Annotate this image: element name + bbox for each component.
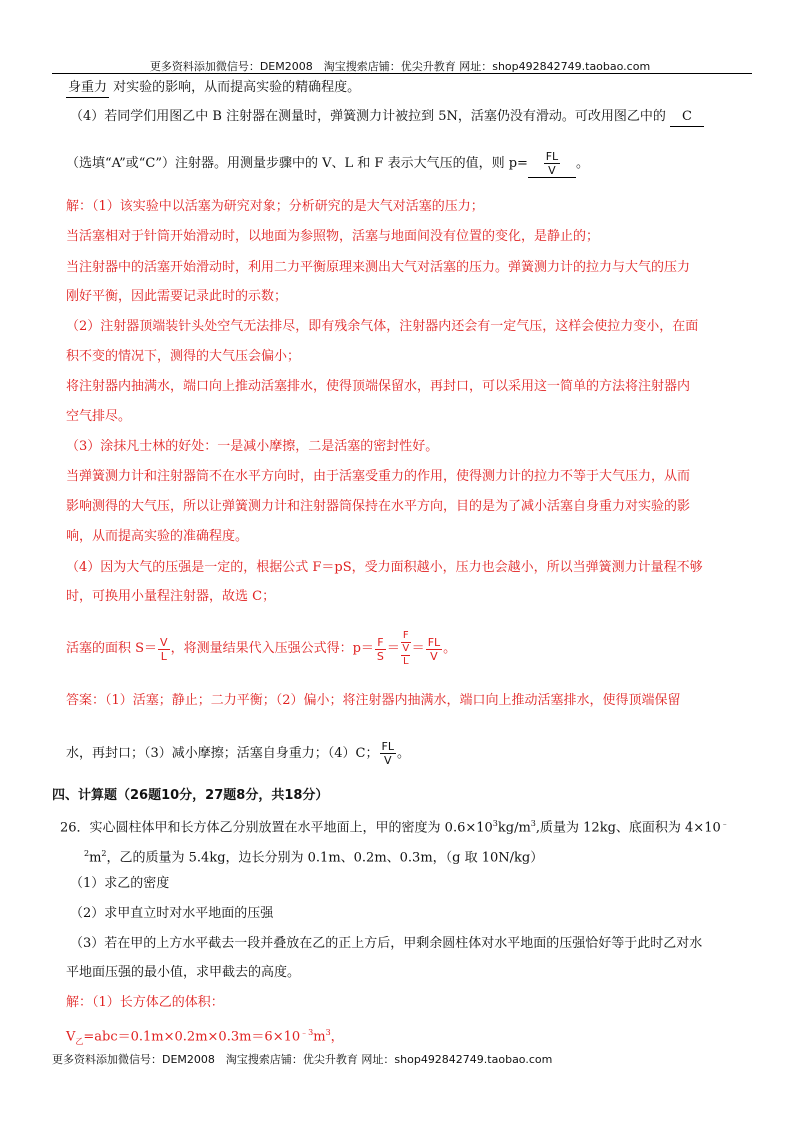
superscript: ﹣3	[300, 1028, 314, 1037]
subscript: 乙	[75, 1036, 84, 1046]
equals-sign: ＝	[411, 641, 425, 656]
solution-line-14: 时，可换用小量程注射器，故选 C；	[66, 589, 276, 604]
fraction-numerator: FL	[381, 740, 394, 753]
question-4-line2	[66, 150, 589, 178]
q26-solution-1: 解：（1）长方体乙的体积：	[66, 995, 224, 1010]
solution-line-10: 当弹簧测力计和注射器筒不在水平方向时，由于活塞受重力的作用，使得测力计的拉力不等于大气压力，从而	[66, 469, 691, 484]
nested-fraction	[401, 643, 410, 668]
answer-text-2: 水，再封口；（3）减小摩擦；活塞自身重力；（4）C；	[66, 745, 379, 761]
solution-line-9: （3）涂抹凡士林的好处：一是减小摩擦，二是活塞的密封性好。	[66, 439, 439, 454]
q26-line-1	[60, 815, 729, 837]
period: 。	[575, 156, 589, 171]
period: 。	[443, 641, 457, 656]
pressure-fraction-3	[426, 636, 442, 663]
nested-denominator: L	[402, 656, 409, 667]
header-divider	[52, 73, 752, 74]
solution-line-6: 积不变的情况下，测得的大气压会偏小；	[66, 349, 301, 364]
formula-text-area: 活塞的面积 S＝	[66, 641, 158, 656]
fraction-numerator: F	[377, 635, 384, 649]
solution-line-7: 将注射器内抽满水，端口向上推动活塞排水，使得顶端保留水，再封口，可以采用这一简单的方法将注射器内	[66, 379, 691, 394]
q26-part-1: （1）求乙的密度	[70, 876, 170, 891]
question-4-line2-text: （选填“A”或“C”）注射器。用测量步骤中的 V、L 和 F 表示大气压的值，则 p=	[66, 156, 528, 171]
solution-line-3: 当注射器中的活塞开始滑动时，利用二力平衡原理来测出大气对活塞的压力。弹簧测力计的拉力与大气的压力	[66, 260, 691, 275]
formula-text-pressure: ，将测量结果代入压强公式得：p＝	[170, 641, 374, 656]
solution-line-2: 当活塞相对于针筒开始滑动时，以地面为参照物，活塞与地面间没有位置的变化，是静止的；	[66, 229, 600, 244]
area-fraction	[158, 636, 170, 663]
q26-text-1: 26．实心圆柱体甲和长方体乙分别放置在水平地面上，甲的密度为 0.6×10	[60, 820, 493, 836]
period: 。	[396, 745, 410, 761]
fraction-denominator: V	[548, 164, 556, 177]
question-4-line1	[70, 108, 704, 127]
superscript: 3	[325, 1028, 331, 1037]
solution-line-1: 解：（1）该实验中以活塞为研究对象；分析研究的是大气对活塞的压力；	[66, 199, 484, 214]
solution-line-5: （2）注射器顶端装针头处空气无法排尽，即有残余气体，注射器内还会有一定气压，这样会使拉力变小，在面	[66, 319, 699, 334]
q26-line-2	[84, 845, 543, 867]
unit: m	[89, 850, 102, 866]
solution-line-12: 响，从而提高实验的准确程度。	[66, 529, 249, 544]
superscript: 3	[530, 819, 536, 828]
blank-formula	[528, 150, 576, 178]
q26-solution-2	[66, 1024, 344, 1051]
solution-line-13: （4）因为大气的压强是一定的，根据公式 F＝pS，受力面积越小，压力也会越小，所以当弹簧测力计量程不够	[66, 560, 703, 575]
question-4-text: （4）若同学们用图乙中 B 注射器在测量时，弹簧测力计被拉到 5N，活塞仍没有滑动。可改用图乙中的	[70, 109, 666, 124]
q26-part-3-line2: 平地面压强的最小值，求甲截去的高度。	[66, 965, 301, 980]
fraction-denominator: V	[383, 754, 392, 767]
line-continuation	[66, 79, 360, 98]
formula-fraction	[544, 150, 560, 177]
unit: kg/m	[497, 820, 531, 836]
fraction-denominator: L	[160, 649, 167, 663]
fraction-numerator: FL	[545, 150, 559, 163]
answer-line-2	[66, 740, 410, 767]
solution-line-4: 刚好平衡，因此需要记录此时的示数；	[66, 289, 288, 304]
q26-part-3-line1: （3）若在甲的上方水平截去一段并叠放在乙的正上方后，甲剩余圆柱体对水平地面的压强恰好等于此时乙对水	[70, 936, 703, 951]
answer-text: 答案：（1）活塞；静止；二力平衡；（2）偏小；将注射器内抽满水，端口向上推动活塞排水，使得顶端保留	[66, 693, 681, 708]
volume-calc: =abc＝0.1m×0.2m×0.3m＝6×10	[83, 1029, 301, 1045]
nested-numerator: V	[402, 643, 410, 654]
q26-text-1c: ,质量为 12kg、底面积为 4×10	[535, 820, 721, 836]
answer-line-1	[66, 692, 681, 710]
blank-answer-c: C	[670, 108, 704, 127]
fraction-numerator: V	[160, 635, 168, 649]
q26-part-2: （2）求甲直立时对水平地面的压强	[70, 906, 274, 921]
solution-formula-line	[66, 630, 456, 668]
fraction-denominator: V	[430, 649, 438, 663]
pressure-fraction-2	[401, 630, 411, 668]
fraction-numerator: F	[402, 630, 409, 641]
page-footer: 更多资料添加微信号：DEM2008 淘宝搜索店铺：优尖升教育 网址：shop492842749.taobao.com	[52, 1053, 553, 1066]
line-continuation-text: 对实验的影响，从而提高实验的精确程度。	[113, 80, 361, 95]
volume-symbol: V	[66, 1029, 76, 1045]
superscript: 2	[101, 849, 107, 858]
superscript: 2	[84, 849, 90, 858]
fraction-denominator: S	[376, 649, 384, 663]
solution-line-11: 影响测得的大气压，所以让弹簧测力计和注射器筒保持在水平方向，目的是为了减小活塞自身重力对实验的影	[66, 499, 691, 514]
fraction-numerator: FL	[427, 635, 441, 649]
blank-answer-gravity: 身重力	[66, 79, 109, 98]
superscript: 3	[492, 819, 498, 828]
page-header: 更多资料添加微信号：DEM2008 淘宝搜索店铺：优尖升教育 网址：shop492842749.taobao.com	[149, 60, 651, 73]
superscript: ﹣	[720, 819, 729, 828]
q26-text-2: ，乙的质量为 5.4kg，边长分别为 0.1m、0.2m、0.3m，（g 取 10N/kg）	[106, 850, 544, 866]
solution-line-8: 空气排尽。	[66, 409, 132, 424]
section-title: 四、计算题（26题10分，27题8分，共18分）	[52, 788, 329, 803]
answer-fraction	[380, 740, 396, 767]
unit: m	[313, 1029, 326, 1045]
pressure-fraction-1	[375, 636, 386, 663]
comma: ，	[330, 1029, 344, 1045]
equals-sign: ＝	[386, 641, 400, 656]
